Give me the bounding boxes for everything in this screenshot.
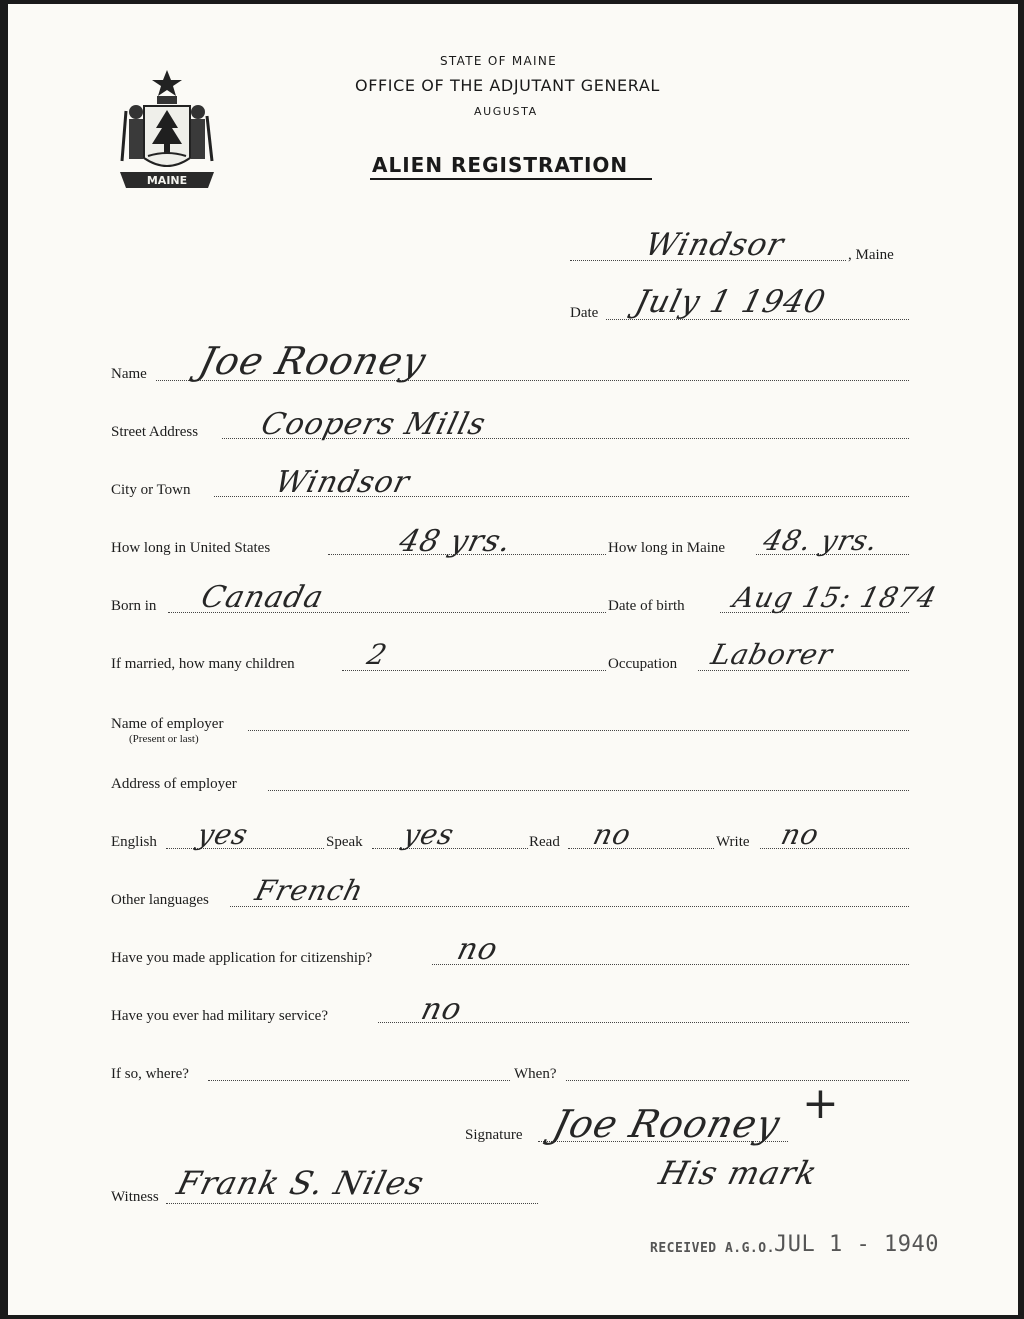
speak-label: Speak [326, 834, 363, 850]
english-entry: yes [193, 818, 252, 851]
when-line [566, 1080, 909, 1081]
children-label: If married, how many children [111, 656, 295, 672]
dob-label: Date of birth [608, 598, 685, 614]
other-languages-entry: French [251, 874, 368, 907]
city-label: City or Town [111, 482, 191, 498]
military-label: Have you ever had military service? [111, 1008, 328, 1024]
witness-line [166, 1203, 538, 1204]
seal-label: MAINE [146, 174, 188, 187]
received-stamp-date: JUL 1 - 1940 [774, 1232, 939, 1257]
received-stamp-label: RECEIVED A.G.O. [650, 1241, 775, 1256]
born-entry: Canada [197, 580, 328, 615]
header-state: STATE OF MAINE [440, 54, 558, 68]
employer-sublabel: (Present or last) [129, 733, 199, 745]
maine-label: , Maine [848, 247, 894, 263]
street-entry: Coopers Mills [257, 407, 490, 442]
town-entry: Windsor [641, 227, 788, 263]
where-label: If so, where? [111, 1066, 189, 1082]
date-label: Date [570, 305, 599, 321]
form-title-underline [370, 178, 652, 180]
employer-address-label: Address of employer [111, 776, 237, 792]
when-label: When? [514, 1066, 557, 1082]
english-label: English [111, 834, 157, 850]
write-entry: no [777, 818, 824, 851]
header-office: OFFICE OF THE ADJUTANT GENERAL [355, 76, 660, 95]
long-maine-label: How long in Maine [608, 540, 726, 556]
signature-mark-symbol: + [802, 1078, 840, 1129]
employer-label: Name of employer [111, 716, 224, 732]
form-title: ALIEN REGISTRATION [372, 153, 629, 177]
citizenship-entry: no [453, 932, 502, 967]
english-line [166, 848, 324, 849]
long-us-label: How long in United States [111, 540, 271, 556]
write-label: Write [716, 834, 750, 850]
employer-line [248, 730, 909, 731]
children-entry: 2 [363, 638, 391, 671]
other-languages-label: Other languages [111, 892, 209, 908]
dob-entry: Aug 15: 1874 [729, 581, 941, 614]
date-entry: July 1 1940 [631, 284, 830, 320]
city-entry: Windsor [271, 465, 414, 500]
read-label: Read [529, 834, 560, 850]
signature-mark-text: His mark [655, 1154, 822, 1192]
occupation-label: Occupation [608, 656, 678, 672]
form-sheet [8, 4, 1018, 1315]
signature-entry: Joe Rooney [548, 1102, 785, 1146]
signature-label: Signature [465, 1127, 523, 1143]
military-entry: no [417, 992, 466, 1027]
citizenship-line [432, 964, 909, 965]
read-entry: no [589, 818, 636, 851]
state-seal-icon [112, 66, 222, 196]
name-label: Name [111, 366, 147, 382]
citizenship-label: Have you made application for citizenship? [111, 950, 373, 966]
name-entry: Joe Rooney [194, 339, 431, 383]
where-line [208, 1080, 510, 1081]
witness-entry: Frank S. Niles [173, 1164, 429, 1202]
street-label: Street Address [111, 424, 199, 440]
occupation-entry: Laborer [707, 638, 837, 671]
long-maine-entry: 48. yrs. [759, 524, 883, 557]
header-city: AUGUSTA [474, 105, 538, 118]
born-label: Born in [111, 598, 157, 614]
witness-label: Witness [111, 1189, 159, 1205]
speak-entry: yes [399, 818, 458, 851]
long-us-entry: 48 yrs. [395, 524, 516, 559]
employer-address-line [268, 790, 909, 791]
